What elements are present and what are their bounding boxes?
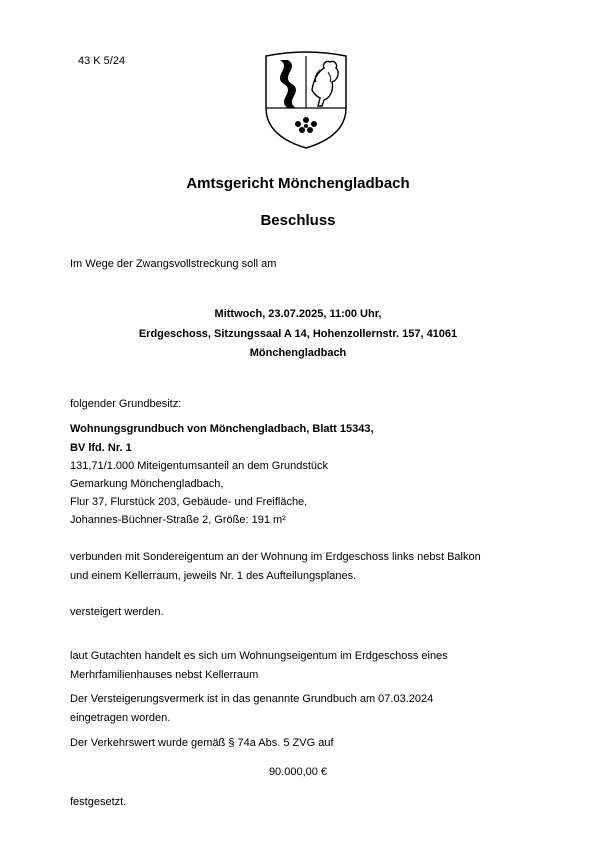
item-number: BV lfd. Nr. 1 <box>70 442 132 454</box>
appointment-location: Erdgeschoss, Sitzungssaal A 14, Hohenzollernstr. 157, 41061 <box>138 328 458 340</box>
property-lead: folgender Grundbesitz: <box>70 398 182 410</box>
property-detail: Flur 37, Flurstück 203, Gebäude- und Freifläche, <box>70 496 308 508</box>
court-name: Amtsgericht Mönchengladbach <box>186 175 410 192</box>
special-ownership-line: und einem Kellerraum, jeweils Nr. 1 des Aufteilungsplanes. <box>70 570 357 582</box>
registration-line: Der Versteigerungsvermerk ist in das genannte Grundbuch am 07.03.2024 <box>70 693 434 705</box>
appointment-city: Mönchengladbach <box>249 347 347 359</box>
registration-line: eingetragen worden. <box>70 712 171 724</box>
special-ownership-line: verbunden mit Sondereigentum an der Wohnung im Erdgeschoss links nebst Balkon <box>70 551 481 563</box>
document-type: Beschluss <box>260 212 336 229</box>
valuation-amount: 90.000,00 € <box>268 766 328 778</box>
nrw-coat-of-arms-icon <box>258 50 354 150</box>
appraisal-line: Merhrfamilienhauses nebst Kellerraum <box>70 669 259 681</box>
property-detail: Johannes-Büchner-Straße 2, Größe: 191 m² <box>70 514 286 526</box>
appraisal-line: laut Gutachten handelt es sich um Wohnungseigentum im Erdgeschoss eines <box>70 650 448 662</box>
appointment-datetime: Mittwoch, 23.07.2025, 11:00 Uhr, <box>214 308 382 320</box>
intro-text: Im Wege der Zwangsvollstreckung soll am <box>70 258 277 270</box>
valuation-lead: Der Verkehrswert wurde gemäß § 74a Abs. 5 ZVG auf <box>70 737 334 749</box>
case-number: 43 K 5/24 <box>78 55 126 67</box>
valuation-closing: festgesetzt. <box>70 796 127 808</box>
property-detail: 131,71/1.000 Miteigentumsanteil an dem Grundstück <box>70 460 329 472</box>
register-title: Wohnungsgrundbuch von Mönchengladbach, Blatt 15343, <box>70 423 374 435</box>
auction-statement: versteigert werden. <box>70 606 164 618</box>
property-detail: Gemarkung Mönchengladbach, <box>70 478 224 490</box>
